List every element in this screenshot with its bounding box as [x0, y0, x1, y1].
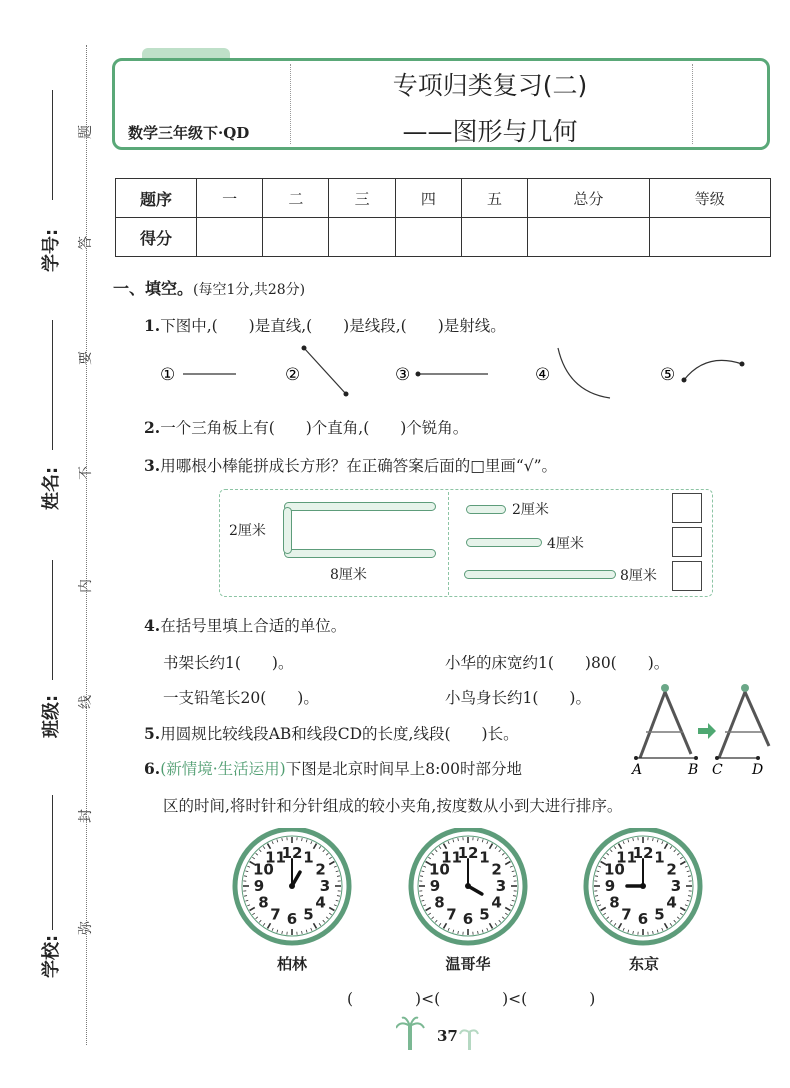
name-label: 姓名: — [41, 466, 62, 510]
question-5 — [144, 722, 519, 744]
table-cell: 总分 — [528, 179, 649, 218]
clocks — [225, 828, 715, 953]
option-label: 4厘米 — [547, 536, 584, 552]
endpoint — [682, 378, 687, 383]
table-cell: 二 — [263, 179, 329, 218]
clock-numeral: 1 — [654, 848, 665, 867]
score-input-cell[interactable] — [461, 218, 527, 257]
question-2 — [144, 416, 468, 438]
answer-checkbox[interactable] — [672, 527, 702, 557]
question-4 — [144, 614, 346, 636]
figure-label: ③ — [395, 365, 411, 385]
score-input-cell[interactable] — [649, 218, 770, 257]
palm-icon — [408, 1026, 412, 1050]
question-number: 6. — [144, 759, 161, 778]
clock-numeral: 7 — [270, 905, 281, 924]
q4-item: 小鸟身长约1( )。 — [445, 689, 591, 707]
clock-numeral: 8 — [609, 893, 620, 912]
clock-numeral: 3 — [495, 877, 507, 895]
banner-divider — [692, 64, 693, 144]
option-label: 2厘米 — [512, 502, 549, 518]
clock-city-label: 温哥华 — [445, 955, 491, 973]
arrow-icon — [698, 723, 716, 739]
compass-leg — [745, 692, 769, 746]
clock-numeral: 9 — [429, 877, 441, 895]
seal-char: 弥 — [78, 921, 94, 935]
question-number: 5. — [144, 724, 161, 743]
question-6 — [144, 757, 522, 779]
question-1 — [144, 314, 506, 336]
section-points: (每空1分,共28分) — [193, 282, 306, 298]
table-row — [116, 218, 771, 257]
stick-width-label: 8厘米 — [330, 567, 367, 583]
arc — [684, 360, 742, 380]
seal-char: 内 — [78, 579, 94, 593]
clock-numeral: 3 — [319, 877, 331, 895]
long-stick — [284, 502, 436, 511]
question-text: 下图是北京时间早上8:00时部分地 — [285, 760, 523, 778]
clock-numeral: 7 — [621, 905, 632, 924]
compass-head — [661, 684, 669, 692]
clock-numeral: 10 — [603, 860, 625, 879]
clock-numeral: 7 — [446, 905, 457, 924]
endpoint — [416, 372, 421, 377]
clock-numeral: 3 — [670, 877, 682, 895]
clock-numeral: 2 — [491, 860, 502, 879]
endpoint — [740, 362, 745, 367]
clock-numeral: 11 — [441, 848, 462, 867]
clock-numeral: 4 — [666, 893, 677, 912]
clock-numeral: 5 — [479, 905, 490, 924]
class-underline — [52, 560, 53, 680]
endpoint — [715, 756, 719, 760]
clock-center — [465, 883, 471, 889]
endpoint — [634, 756, 638, 760]
clock-city-label: 东京 — [628, 955, 659, 973]
palm-icon — [468, 1032, 471, 1050]
clock-numeral: 1 — [303, 848, 314, 867]
class-label: 班级: — [41, 694, 62, 738]
grade-label: 数学三年级下·QD — [128, 124, 250, 142]
clock-numeral: 5 — [654, 905, 665, 924]
seal-char: 答 — [78, 236, 94, 250]
point-label: D — [752, 762, 764, 778]
page-title: 专项归类复习(二) — [392, 71, 588, 100]
compass-head — [741, 684, 749, 692]
stick-height-label: 2厘米 — [229, 523, 266, 539]
clock-center — [640, 883, 646, 889]
banner-tab — [142, 48, 230, 58]
clock-numeral: 6 — [637, 910, 649, 928]
option-label: 8厘米 — [620, 568, 657, 584]
table-cell: 题序 — [116, 179, 197, 218]
table-cell: 等级 — [649, 179, 770, 218]
clock-numeral: 2 — [666, 860, 677, 879]
answer-checkbox[interactable] — [672, 493, 702, 523]
clock-numeral: 4 — [491, 893, 502, 912]
figure-label: ⑤ — [660, 365, 676, 385]
clock-numeral: 4 — [315, 893, 326, 912]
seal-char: 要 — [78, 351, 94, 365]
compass-leg — [665, 692, 691, 754]
point-label: C — [712, 762, 723, 778]
clock-city-label: 柏林 — [276, 955, 307, 973]
question-number: 2. — [144, 418, 161, 437]
school-underline — [52, 795, 53, 930]
score-table — [115, 178, 771, 257]
page-subtitle: ——图形与几何 — [402, 117, 578, 146]
clock-numeral: 1 — [479, 848, 490, 867]
table-cell: 三 — [329, 179, 395, 218]
q4-item: 一支铅笔长20( )。 — [163, 689, 319, 707]
question-text: 在括号里填上合适的单位。 — [160, 617, 347, 635]
score-input-cell[interactable] — [263, 218, 329, 257]
seal-char: 封 — [78, 809, 94, 823]
figure-label: ② — [285, 365, 301, 385]
clock-numeral: 6 — [286, 910, 298, 928]
banner-divider — [290, 64, 291, 144]
clock-numeral: 2 — [315, 860, 326, 879]
seal-char: 题 — [78, 125, 94, 139]
name-underline — [52, 320, 53, 450]
clock-numeral: 12 — [632, 844, 654, 862]
point-label: B — [688, 762, 699, 778]
question-3 — [144, 454, 557, 476]
sticks-divider — [448, 492, 449, 595]
score-input-cell[interactable] — [197, 218, 263, 257]
score-input-cell[interactable] — [395, 218, 461, 257]
clock-center — [289, 883, 295, 889]
score-input-cell[interactable] — [528, 218, 649, 257]
section-title: 一、填空。 — [113, 279, 194, 298]
endpoint — [756, 756, 760, 760]
table-cell: 五 — [461, 179, 527, 218]
question-number: 3. — [144, 456, 161, 475]
score-input-cell[interactable] — [329, 218, 395, 257]
seal-char: 不 — [78, 466, 94, 480]
q4-item: 书架长约1( )。 — [163, 654, 294, 672]
clock-numeral: 9 — [253, 877, 265, 895]
seal-char: 线 — [78, 695, 94, 709]
clock-numeral: 10 — [428, 860, 450, 879]
question-text-cont: 区的时间,将时针和分针组成的较小夹角,按度数从小到大进行排序。 — [163, 797, 623, 815]
option-stick — [466, 505, 506, 514]
endpoint — [694, 756, 698, 760]
clock-numeral: 6 — [462, 910, 474, 928]
question-text: 用哪根小棒能拼成长方形？在正确答案后面的□里画“√”。 — [160, 457, 558, 475]
table-cell: 一 — [197, 179, 263, 218]
id-underline — [52, 90, 53, 200]
table-cell: 得分 — [116, 218, 197, 257]
question-tag: (新情境·生活运用) — [160, 760, 286, 778]
option-stick — [464, 570, 616, 579]
clock-numeral: 12 — [281, 844, 303, 862]
figure-label: ④ — [535, 365, 551, 385]
answer-checkbox[interactable] — [672, 561, 702, 591]
question-text: 下图中,( )是直线,( )是线段,( )是射线。 — [160, 317, 506, 335]
long-stick — [284, 549, 436, 558]
clock-numeral: 11 — [265, 848, 286, 867]
clock-numeral: 9 — [604, 877, 616, 895]
page-number: 37 — [437, 1027, 458, 1045]
figure-label: ① — [160, 365, 176, 385]
clock-numeral: 11 — [616, 848, 637, 867]
compass-figure — [628, 682, 778, 778]
clock-numeral: 10 — [252, 860, 274, 879]
curve — [558, 348, 610, 398]
endpoint — [302, 346, 307, 351]
clock-numeral: 5 — [303, 905, 314, 924]
question-text: 一个三角板上有( )个直角,( )个锐角。 — [160, 419, 469, 437]
compass-leg — [719, 692, 745, 758]
id-label: 学号: — [41, 228, 62, 272]
clock-numeral: 12 — [457, 844, 479, 862]
seal-dashed-line — [86, 45, 87, 1045]
point-label: A — [632, 762, 643, 778]
clock-numeral: 8 — [434, 893, 445, 912]
table-row — [116, 179, 771, 218]
question-number: 1. — [144, 316, 161, 335]
answer-line: ( )<( )<( ) — [347, 990, 596, 1008]
line-segment — [304, 348, 346, 394]
clock-numeral: 8 — [258, 893, 269, 912]
compass-leg — [640, 692, 665, 758]
question-text: 用圆规比较线段AB和线段CD的长度,线段( )长。 — [160, 725, 519, 743]
section-heading — [113, 276, 305, 299]
table-cell: 四 — [395, 179, 461, 218]
short-stick — [283, 507, 292, 554]
endpoint — [344, 392, 349, 397]
question-number: 4. — [144, 616, 161, 635]
q4-item: 小华的床宽约1( )80( )。 — [445, 654, 670, 672]
line-figures — [150, 340, 770, 400]
option-stick — [466, 538, 542, 547]
school-label: 学校: — [41, 934, 62, 978]
